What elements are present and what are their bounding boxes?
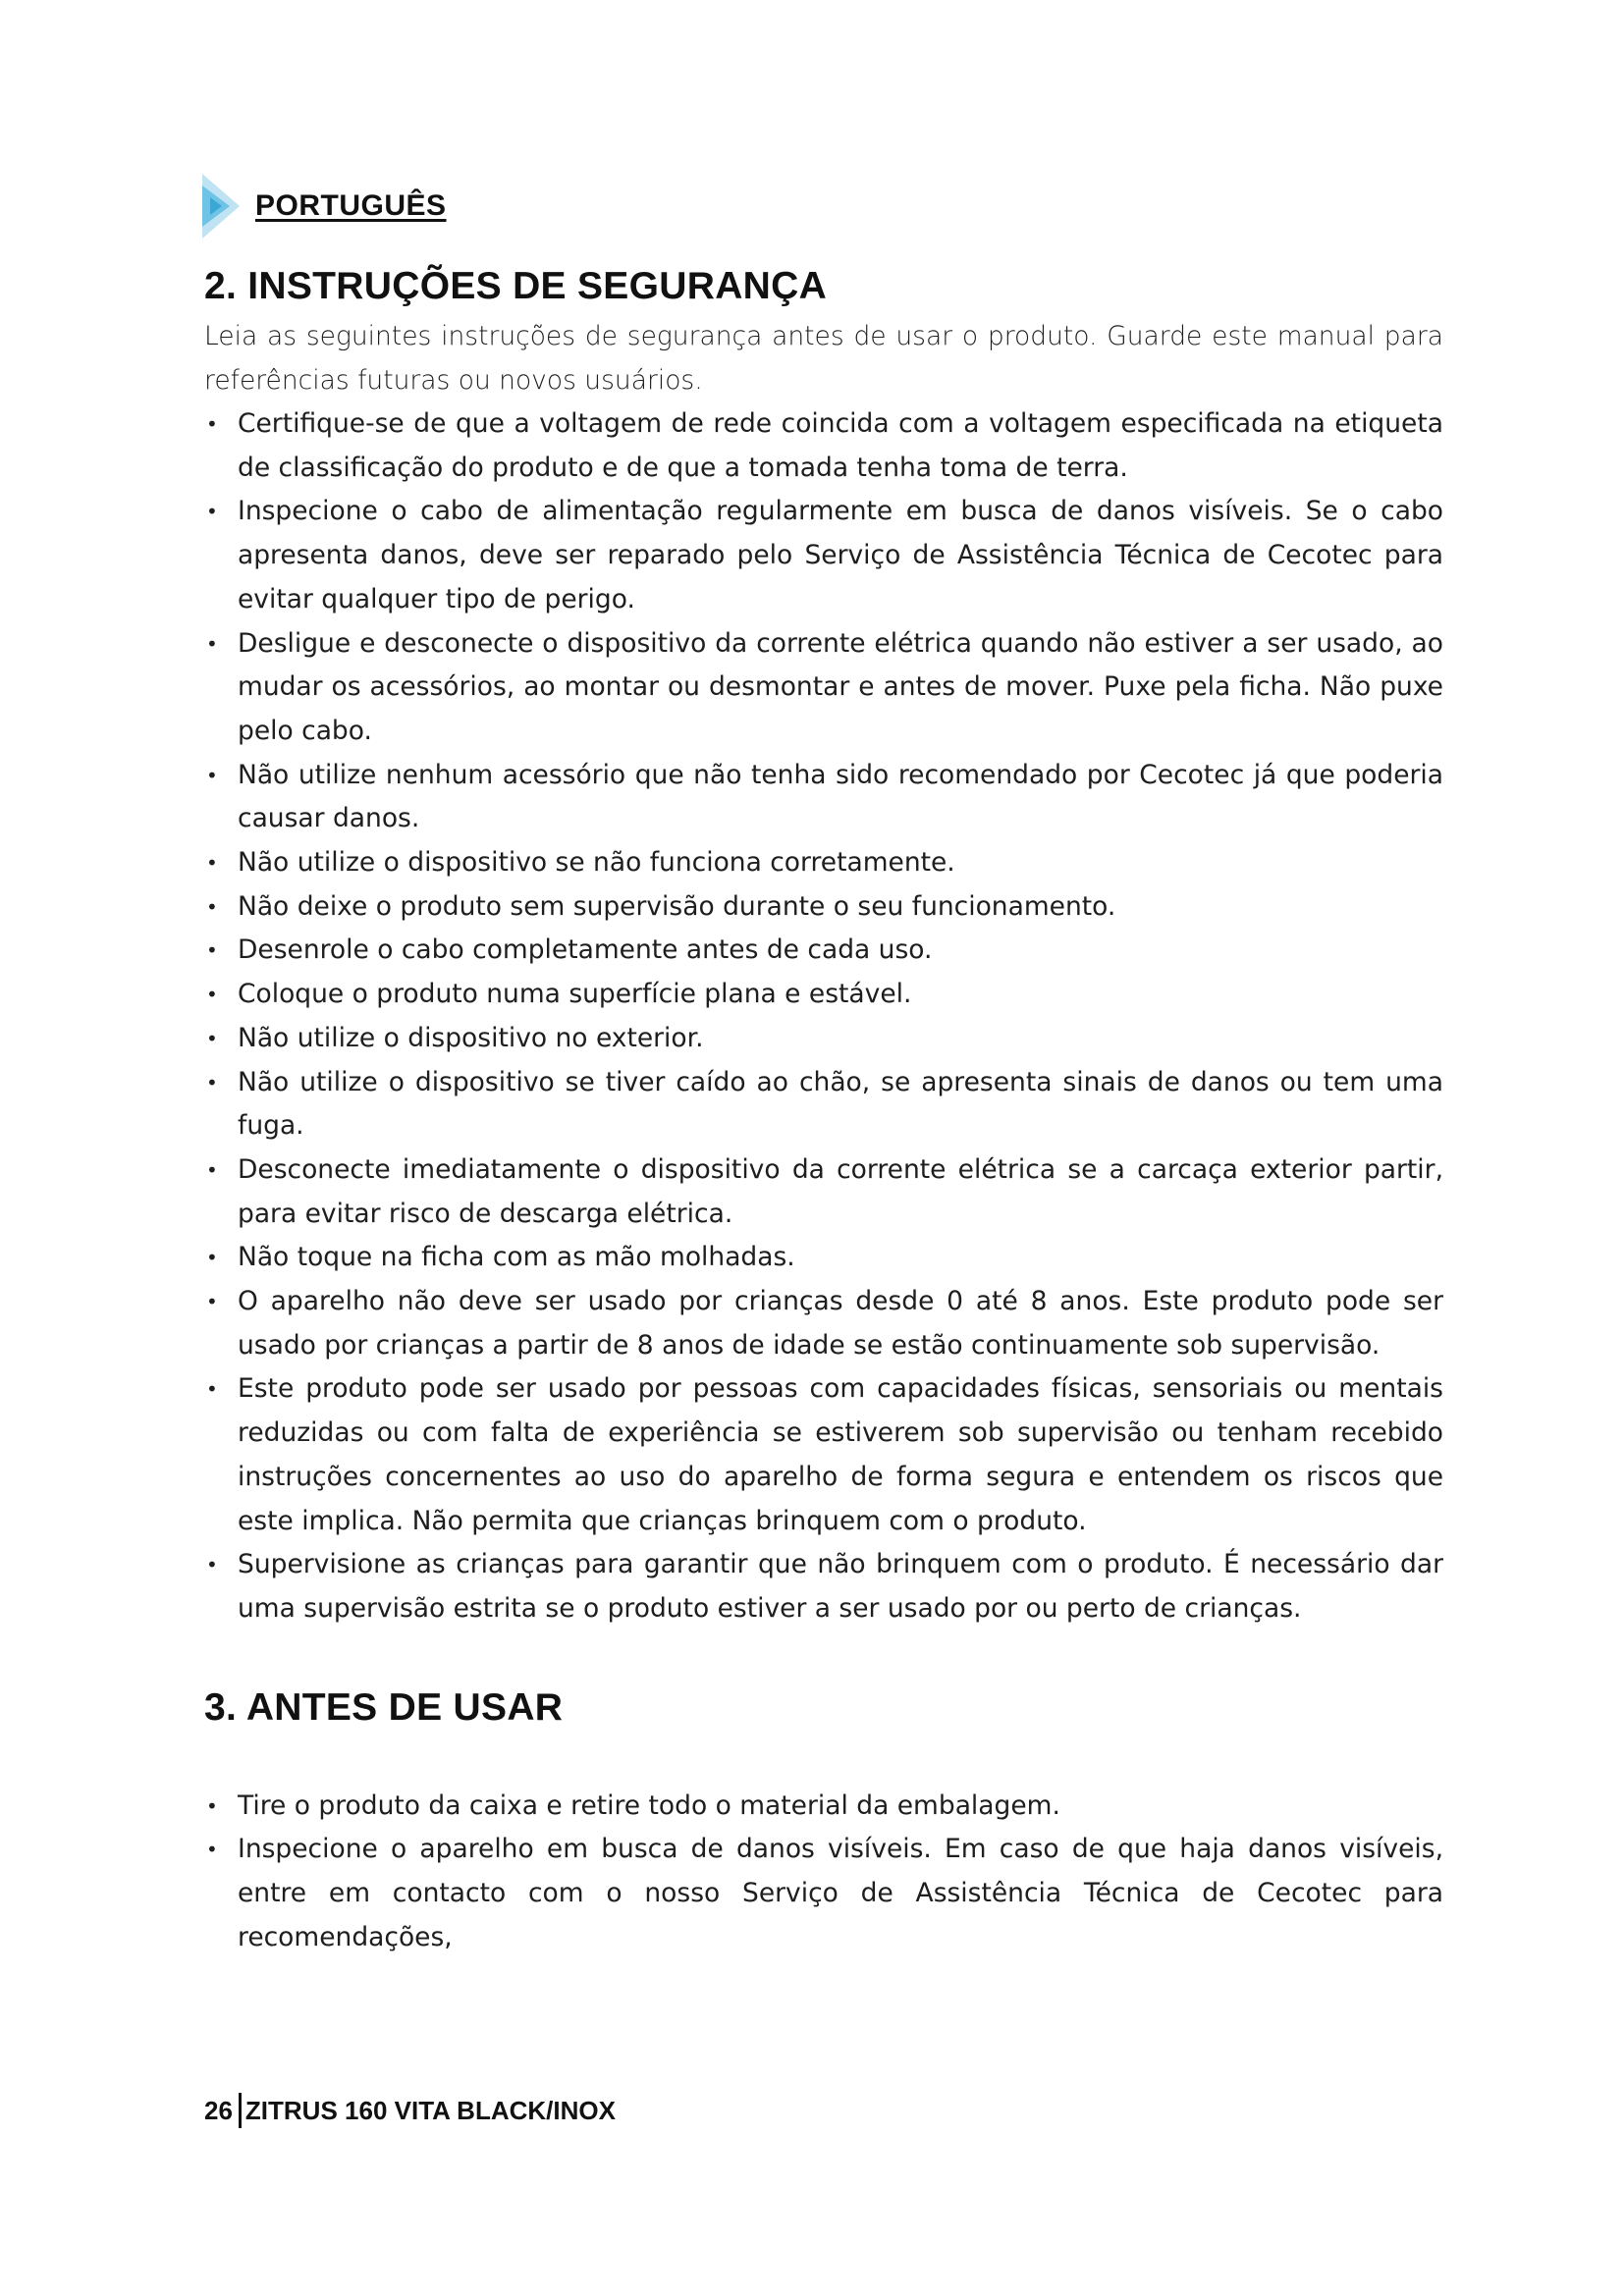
page-footer [204,2093,616,2128]
list-item: • Não toque na ficha com as mão molhadas. [204,1236,1443,1280]
list-item: • Não deixe o produto sem supervisão durante o seu funcionamento. [204,885,1443,930]
list-item: • Desenrole o cabo completamente antes de cada uso. [204,929,1443,973]
safety-list [204,402,1443,1631]
list-item: • Desligue e desconecte o dispositivo da corrente elétrica quando não estiver a ser usado, ao mudar os acessórios, ao montar ou desmontar e antes de mover. Puxe pela ficha. Não puxe pelo cabo. [204,622,1443,754]
list-item: • O aparelho não deve ser usado por crianças desde 0 até 8 anos. Este produto pode ser usado por crianças a partir de 8 anos de idade se estão continuamente sob supervisão. [204,1280,1443,1367]
list-item: • Inspecione o cabo de alimentação regularmente em busca de danos visíveis. Se o cabo apresenta danos, deve ser reparado pelo Serviço de Assistência Técnica de Cecotec para evitar qualquer tipo de perigo. [204,490,1443,621]
language-label: PORTUGUÊS [255,189,447,222]
list-item: • Desconecte imediatamente o dispositivo da corrente elétrica se a carcaça exterior partir, para evitar risco de descarga elétrica. [204,1148,1443,1236]
list-item: • Tire o produto da caixa e retire todo o material da embalagem. [204,1785,1443,1829]
list-item: • Certifique-se de que a voltagem de rede coincida com a voltagem especificada na etiqueta de classificação do produto e de que a tomada tenha toma de terra. [204,402,1443,490]
before-use-list [204,1785,1443,1960]
list-item: • Coloque o produto numa superfície plana e estável. [204,973,1443,1017]
main-content [204,265,1443,1960]
list-item: • Não utilize o dispositivo se tiver caído ao chão, se apresenta sinais de danos ou tem uma fuga. [204,1061,1443,1148]
section-title-before-use: 3. ANTES DE USAR [204,1685,564,1729]
triangle-arrow-icon [200,172,242,240]
list-item: • Não utilize o dispositivo se não funciona corretamente. [204,841,1443,885]
product-name: ZITRUS 160 VITA BLACK/INOX [244,2095,616,2125]
section-title-safety: 2. INSTRUÇÕES DE SEGURANÇA [204,265,828,307]
section-intro: Leia as seguintes instruções de segurança antes de usar o produto. Guarde este manual para referências futuras ou novos usuários. [204,321,1443,396]
page-number: 26 [204,2095,233,2125]
list-item: • Este produto pode ser usado por pessoas com capacidades físicas, sensoriais ou mentais reduzidas ou com falta de experiência se estiverem sob supervisão ou tenham recebido instruções concernentes ao uso do aparelho de forma segura e entendem os riscos que este implica. Não permita que crianças brinquem com o produto. [204,1367,1443,1543]
list-item: • Não utilize o dispositivo no exterior. [204,1017,1443,1061]
list-item: • Inspecione o aparelho em busca de danos visíveis. Em caso de que haja danos visíveis, entre em contacto com o nosso Serviço de Assistência Técnica de Cecotec para recomendações, [204,1828,1443,1959]
footer-divider [239,2093,242,2128]
list-item: • Supervisione as crianças para garantir que não brinquem com o produto. É necessário dar uma supervisão estrita se o produto estiver a ser usado por ou perto de crianças. [204,1543,1443,1630]
list-item: • Não utilize nenhum acessório que não tenha sido recomendado por Cecotec já que poderia causar danos. [204,754,1443,841]
language-header [200,171,447,241]
